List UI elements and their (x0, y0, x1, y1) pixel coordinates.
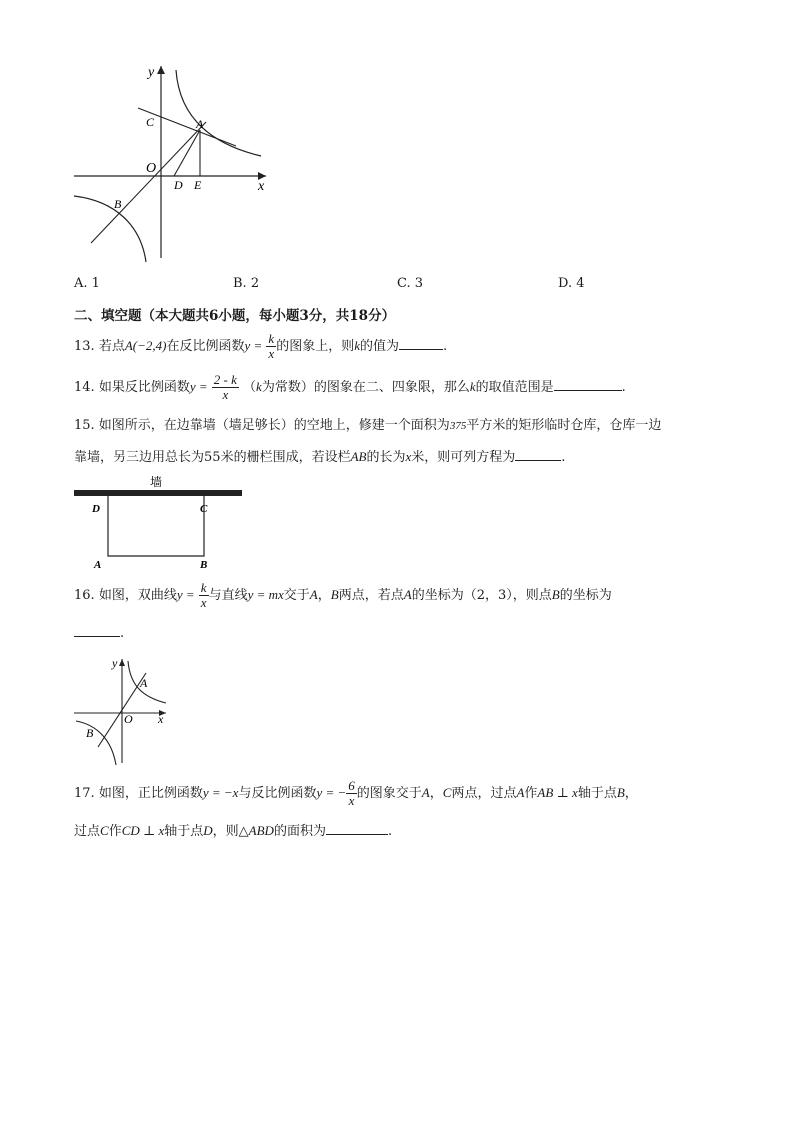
q17-text-7: 轴于点 (577, 786, 617, 801)
question-17-line-1 (74, 776, 638, 811)
fence-outline (108, 496, 204, 556)
line-ad (174, 130, 200, 176)
q14-text-2: （ (243, 380, 257, 395)
q17-perp1: AB ⊥ x (537, 785, 578, 800)
q15-text-1a: 15. 如图所示，在边靠墙（墙足够长）的空地上，修建一个面积为 (74, 418, 450, 433)
q14-y-eq: y = (189, 379, 208, 394)
question-15-line-1 (74, 414, 661, 433)
question-15-line-2 (74, 446, 565, 465)
wall-label: 墙 (150, 475, 163, 489)
q17-perp2: CD ⊥ x (121, 823, 165, 838)
q17-abd: ABD (248, 823, 274, 838)
q14-text-1: 如果反比例函数 (98, 380, 190, 395)
q16-text-4: ， (317, 588, 331, 603)
label-d: D (174, 178, 183, 192)
q16-b: B (330, 587, 339, 602)
q15-text-2a: 靠墙，另三边用总长为 (74, 450, 205, 465)
q13-y-eq: y = (244, 338, 263, 353)
q14-answer-blank (554, 378, 622, 391)
q14-frac-den: x (222, 387, 229, 402)
q15-end: . (561, 450, 566, 465)
q16-fraction (199, 581, 209, 610)
q13-text-3: 的图象上，则 (276, 339, 355, 354)
question-16 (74, 578, 612, 613)
q17-text-2e: 的面积为 (273, 824, 326, 839)
q17-text-2b: 作 (108, 824, 122, 839)
q13-text-4: 的值为 (360, 339, 400, 354)
q17-text-1: 如图，正比例函数 (98, 786, 203, 801)
q13-frac-den: x (268, 346, 275, 361)
label-y: y (148, 65, 155, 80)
question-14 (74, 370, 626, 405)
label-b: B (200, 559, 208, 571)
q13-frac-num: k (268, 331, 275, 346)
label-a: A (196, 117, 204, 131)
label-x: x (158, 712, 164, 726)
label-o: O (146, 161, 157, 176)
figure-hyperbola-2 (70, 655, 174, 767)
q17-c: C (442, 785, 452, 800)
q16-text-1: 如图，双曲线 (98, 588, 177, 603)
q17-number: 17. (74, 786, 95, 801)
question-13 (74, 329, 447, 364)
q13-point: A(−2,4) (124, 338, 167, 353)
label-b: B (114, 197, 122, 211)
q15-area: 375 (449, 420, 467, 432)
question-16-answer-line (74, 624, 124, 641)
q17-y-eq: y = − (316, 785, 347, 800)
q16-a: A (309, 587, 318, 602)
q16-a2: A (403, 587, 412, 602)
q17-text-2d: ，则△ (212, 824, 249, 839)
line-ab (91, 122, 206, 243)
q14-end: . (621, 380, 626, 395)
q16-y-eq: y = (176, 587, 195, 602)
q15-ab: AB (350, 449, 367, 464)
q17-answer-blank (326, 822, 388, 835)
q17-text-5: 两点，过点 (451, 786, 517, 801)
q14-text-4: 的取值范围是 (475, 380, 554, 395)
q17-text-2c: 轴于点 (164, 824, 204, 839)
q17-b: B (616, 785, 625, 800)
q15-text-2c: 的长为 (366, 450, 406, 465)
q15-text-2d: 米，则可列方程为 (411, 450, 516, 465)
q17-text-4: ， (429, 786, 443, 801)
q16-frac-num: k (200, 580, 207, 595)
choice-b: B. 2 (233, 276, 260, 291)
q17-frac-num: 6 (348, 778, 355, 793)
q17-text-3: 的图象交于 (356, 786, 422, 801)
label-a: A (94, 559, 102, 571)
label-o: O (124, 712, 133, 726)
q16-line: y = mx (247, 587, 284, 602)
q16-end: . (120, 626, 125, 641)
hyperbola-branch-1 (176, 70, 261, 156)
q16-text-7: 的坐标为 (559, 588, 612, 603)
q14-frac-num: 2 - k (213, 372, 237, 387)
y-axis-arrow (157, 66, 165, 74)
choice-d: D. 4 (558, 276, 585, 291)
label-y: y (112, 656, 118, 670)
q17-eq1: y = −x (202, 785, 239, 800)
q17-c2: C (100, 823, 109, 838)
q14-fraction (212, 373, 239, 402)
q16-frac-den: x (200, 595, 207, 610)
q16-text-3: 交于 (283, 588, 310, 603)
q15-answer-blank (515, 448, 561, 461)
q17-text-8: ， (624, 786, 638, 801)
y-axis-arrow (119, 659, 125, 666)
q17-a: A (421, 785, 430, 800)
figure-warehouse (70, 470, 248, 574)
q13-k: k (354, 338, 360, 353)
section-title: 二、填空题（本大题共6小题，每小题3分，共18分） (74, 308, 396, 324)
q17-frac-den: x (348, 793, 355, 808)
label-e: E (194, 178, 202, 192)
label-x: x (258, 179, 265, 194)
q16-b2: B (551, 587, 560, 602)
q16-text-6: 的坐标为（2，3），则点 (411, 588, 552, 603)
choice-a: A. 1 (74, 276, 100, 291)
q13-answer-blank (399, 337, 443, 350)
label-c: C (146, 115, 155, 129)
q13-end: . (443, 339, 448, 354)
q14-k2: k (469, 379, 476, 394)
q13-fraction (266, 332, 276, 361)
label-d: D (92, 503, 100, 515)
wall-bar (74, 490, 242, 496)
q15-text-2b: 米的栅栏围成，若设栏 (220, 450, 351, 465)
q17-text-6: 作 (524, 786, 538, 801)
q16-text-2: 与直线 (208, 588, 248, 603)
q14-k: k (256, 379, 262, 394)
label-b: B (86, 726, 94, 740)
q16-number: 16. (74, 588, 95, 603)
label-c: C (200, 503, 208, 515)
q15-text-1b: 平方米的矩形临时仓库，仓库一边 (466, 418, 662, 433)
choice-c: C. 3 (397, 276, 424, 291)
q17-fraction (346, 779, 357, 808)
q17-text-2: 与反比例函数 (238, 786, 317, 801)
hyperbola-branch-3 (74, 196, 146, 262)
q15-length: 55 (204, 450, 221, 465)
q16-answer-blank (74, 624, 120, 637)
figure-hyperbola-1 (66, 58, 286, 268)
question-17-line-2 (74, 820, 392, 839)
q15-x: x (405, 449, 412, 464)
q13-text-2: 在反比例函数 (166, 339, 245, 354)
q14-number: 14. (74, 380, 95, 395)
q17-d: D (203, 823, 213, 838)
q17-a2: A (516, 785, 525, 800)
q13-number: 13. (74, 339, 95, 354)
q14-text-3: 为常数）的图象在二、四象限，那么 (261, 380, 470, 395)
label-a: A (140, 676, 148, 690)
q16-text-5: 两点，若点 (338, 588, 404, 603)
q17-end: . (387, 824, 393, 839)
q13-text-1: 若点 (98, 339, 125, 354)
q17-text-2a: 过点 (74, 824, 101, 839)
